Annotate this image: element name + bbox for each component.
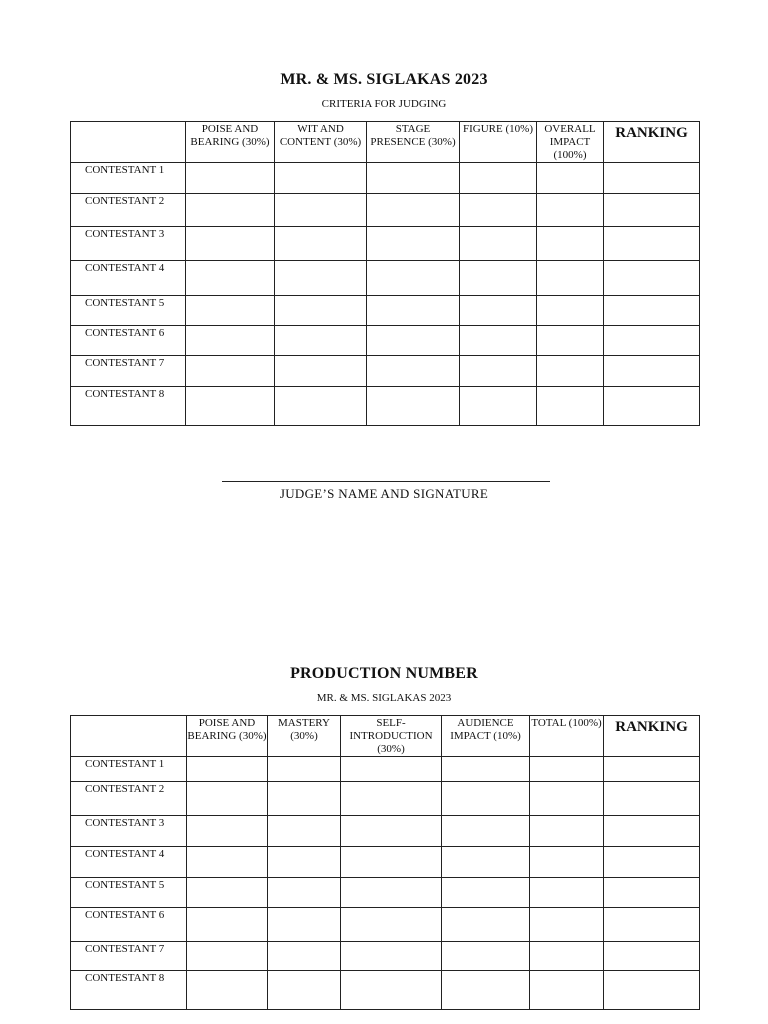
score-cell[interactable] [275, 261, 367, 296]
table-row [71, 163, 700, 194]
score-cell[interactable] [537, 261, 604, 296]
score-cell[interactable] [268, 878, 341, 908]
score-cell[interactable] [460, 261, 537, 296]
score-cell[interactable] [460, 387, 537, 426]
score-cell[interactable] [367, 227, 460, 261]
contestant-label: CONTESTANT 4 [71, 261, 186, 296]
contestant-label: CONTESTANT 7 [71, 356, 186, 387]
contestant-label: CONTESTANT 8 [71, 971, 187, 1010]
score-cell[interactable] [186, 227, 275, 261]
score-cell[interactable] [275, 356, 367, 387]
contestant-label: CONTESTANT 2 [71, 782, 187, 816]
header-total: TOTAL (100%) [530, 716, 604, 757]
score-cell[interactable] [187, 971, 268, 1010]
table-row [71, 847, 700, 878]
score-cell[interactable] [186, 261, 275, 296]
score-cell[interactable] [460, 163, 537, 194]
score-cell[interactable] [186, 194, 275, 227]
score-cell[interactable] [268, 971, 341, 1010]
score-cell[interactable] [341, 782, 442, 816]
score-cell[interactable] [530, 878, 604, 908]
score-cell[interactable] [367, 326, 460, 356]
score-cell[interactable] [187, 878, 268, 908]
table-row [71, 942, 700, 971]
score-cell[interactable] [275, 387, 367, 426]
score-cell[interactable] [341, 847, 442, 878]
table-row [71, 387, 700, 426]
score-cell[interactable] [268, 782, 341, 816]
signature-label: JUDGE’S NAME AND SIGNATURE [279, 486, 489, 501]
score-cell[interactable] [341, 971, 442, 1010]
ranking-cell[interactable] [604, 847, 700, 878]
contestant-label: CONTESTANT 1 [71, 757, 187, 782]
section2-subtitle: MR. & MS. SIGLAKAS 2023 [316, 692, 452, 704]
section1-subtitle: CRITERIA FOR JUDGING [321, 98, 447, 110]
score-cell[interactable] [537, 227, 604, 261]
ranking-cell[interactable] [604, 782, 700, 816]
score-cell[interactable] [187, 908, 268, 942]
section1-title: MR. & MS. SIGLAKAS 2023 [280, 71, 488, 88]
score-cell[interactable] [275, 326, 367, 356]
contestant-label: CONTESTANT 3 [71, 227, 186, 261]
table-row [71, 782, 700, 816]
score-cell[interactable] [186, 387, 275, 426]
ranking-cell[interactable] [604, 942, 700, 971]
score-cell[interactable] [186, 326, 275, 356]
signature-line[interactable] [222, 481, 550, 482]
contestant-label: CONTESTANT 5 [71, 878, 187, 908]
contestant-label: CONTESTANT 1 [71, 163, 186, 194]
score-cell[interactable] [367, 387, 460, 426]
score-cell[interactable] [367, 194, 460, 227]
ranking-cell[interactable] [604, 971, 700, 1010]
table-row [71, 356, 700, 387]
table-row [71, 227, 700, 261]
score-cell[interactable] [268, 942, 341, 971]
ranking-cell[interactable] [604, 163, 700, 194]
score-cell[interactable] [367, 163, 460, 194]
score-cell[interactable] [275, 163, 367, 194]
score-cell[interactable] [442, 908, 530, 942]
score-cell[interactable] [460, 356, 537, 387]
section2-title: PRODUCTION NUMBER [290, 665, 478, 682]
score-cell[interactable] [537, 296, 604, 326]
score-cell[interactable] [275, 296, 367, 326]
score-cell[interactable] [537, 356, 604, 387]
table-row [71, 326, 700, 356]
score-cell[interactable] [537, 194, 604, 227]
table-row [71, 261, 700, 296]
score-cell[interactable] [186, 296, 275, 326]
table-row [71, 816, 700, 847]
ranking-cell[interactable] [604, 908, 700, 942]
header-cell [71, 122, 186, 163]
contestant-label: CONTESTANT 2 [71, 194, 186, 227]
header-ranking: RANKING [604, 716, 700, 757]
header-self-introduction: SELF-INTRODUCTION (30%) [341, 716, 442, 757]
header-wit-content: WIT AND CONTENT (30%) [275, 122, 367, 163]
header-ranking: RANKING [604, 122, 700, 163]
table-row [71, 971, 700, 1010]
score-cell[interactable] [530, 971, 604, 1010]
score-cell[interactable] [341, 757, 442, 782]
contestant-label: CONTESTANT 6 [71, 326, 186, 356]
ranking-cell[interactable] [604, 387, 700, 426]
score-cell[interactable] [187, 942, 268, 971]
contestant-label: CONTESTANT 7 [71, 942, 187, 971]
header-poise-bearing: POISE AND BEARING (30%) [187, 716, 268, 757]
score-cell[interactable] [442, 847, 530, 878]
score-cell[interactable] [186, 163, 275, 194]
contestant-label: CONTESTANT 5 [71, 296, 186, 326]
score-cell[interactable] [367, 261, 460, 296]
score-cell[interactable] [442, 878, 530, 908]
score-cell[interactable] [442, 757, 530, 782]
score-cell[interactable] [187, 782, 268, 816]
ranking-cell[interactable] [604, 261, 700, 296]
contestant-label: CONTESTANT 8 [71, 387, 186, 426]
score-cell[interactable] [341, 942, 442, 971]
contestant-label: CONTESTANT 3 [71, 816, 187, 847]
score-cell[interactable] [460, 326, 537, 356]
score-cell[interactable] [268, 847, 341, 878]
table-row [71, 296, 700, 326]
score-cell[interactable] [530, 757, 604, 782]
score-cell[interactable] [268, 757, 341, 782]
score-cell[interactable] [537, 387, 604, 426]
score-cell[interactable] [537, 163, 604, 194]
ranking-cell[interactable] [604, 296, 700, 326]
score-cell[interactable] [341, 816, 442, 847]
table-row [71, 908, 700, 942]
score-cell[interactable] [268, 908, 341, 942]
contestant-label: CONTESTANT 6 [71, 908, 187, 942]
score-cell[interactable] [186, 356, 275, 387]
production-header-row [71, 716, 700, 757]
header-poise-bearing: POISE AND BEARING (30%) [186, 122, 275, 163]
criteria-header-row [71, 122, 700, 163]
ranking-cell[interactable] [604, 757, 700, 782]
score-cell[interactable] [442, 971, 530, 1010]
ranking-cell[interactable] [604, 227, 700, 261]
score-cell[interactable] [530, 908, 604, 942]
ranking-cell[interactable] [604, 326, 700, 356]
score-cell[interactable] [275, 194, 367, 227]
score-cell[interactable] [530, 816, 604, 847]
table-row [71, 878, 700, 908]
score-cell[interactable] [460, 227, 537, 261]
score-cell[interactable] [530, 942, 604, 971]
header-overall-impact: OVERALL IMPACT (100%) [537, 122, 604, 163]
score-cell[interactable] [442, 816, 530, 847]
score-cell[interactable] [268, 816, 341, 847]
score-cell[interactable] [537, 326, 604, 356]
table-row [71, 757, 700, 782]
score-cell[interactable] [341, 908, 442, 942]
score-cell[interactable] [442, 942, 530, 971]
score-cell[interactable] [460, 296, 537, 326]
score-cell[interactable] [187, 847, 268, 878]
score-cell[interactable] [460, 194, 537, 227]
ranking-cell[interactable] [604, 194, 700, 227]
ranking-cell[interactable] [604, 816, 700, 847]
score-cell[interactable] [341, 878, 442, 908]
ranking-cell[interactable] [604, 878, 700, 908]
header-stage-presence: STAGE PRESENCE (30%) [367, 122, 460, 163]
score-cell[interactable] [187, 757, 268, 782]
score-cell[interactable] [275, 227, 367, 261]
score-cell[interactable] [367, 356, 460, 387]
header-cell [71, 716, 187, 757]
contestant-label: CONTESTANT 4 [71, 847, 187, 878]
score-cell[interactable] [530, 847, 604, 878]
score-cell[interactable] [187, 816, 268, 847]
header-audience-impact: AUDIENCE IMPACT (10%) [442, 716, 530, 757]
score-cell[interactable] [530, 782, 604, 816]
criteria-table [70, 121, 700, 426]
header-figure: FIGURE (10%) [460, 122, 537, 163]
header-mastery: MASTERY (30%) [268, 716, 341, 757]
table-row [71, 194, 700, 227]
score-cell[interactable] [442, 782, 530, 816]
ranking-cell[interactable] [604, 356, 700, 387]
production-number-table [70, 715, 700, 1010]
score-cell[interactable] [367, 296, 460, 326]
